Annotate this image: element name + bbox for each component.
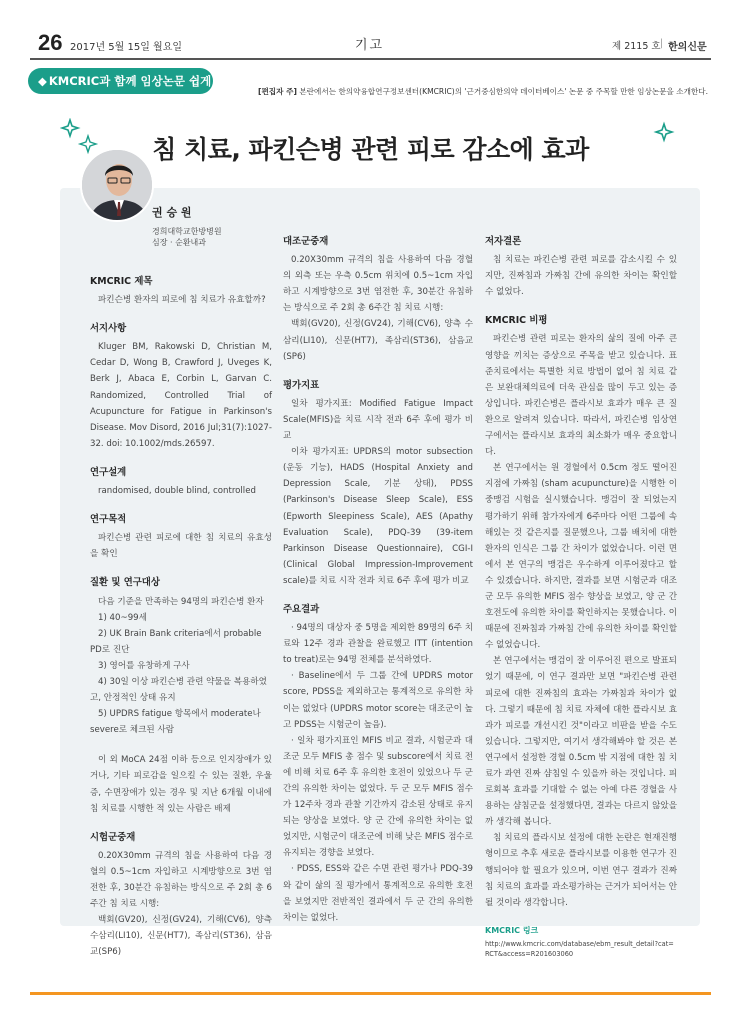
critique-p2: 본 연구에서는 원 경혈에서 0.5cm 정도 떨어진 지점에 가짜침 (sham acupuncture)을 시행한 이중맹검 시험을 실시했습니다. 맹검이 잘 되었는지 평가하기 위해 참가자에게 6주마다 어떤 그룹에 속해있는 것 같은지를 질문했으나, 그룹 배치에 대한 환자의 인식은 그룹 간 차이가 없었습니다. 이런 면에서 본 연구의 맹검은 우수하게 이루어졌다고 할 수 있겠습니다. 하지만, 결과를 보면 시험군과 대조군 모두 유의한 MFIS 점수 향상을 보였고, 양 군 간 호전도에 유의한 차이를 확인하지는 못했습니다. 이 때문에 진짜침과 가짜침 간에 유의한 차이를 확인할 수 없었습니다. [485,463,677,651]
newspaper-name: 한의신문 [668,42,707,53]
author-block [152,204,222,248]
heading-subjects: 질환 및 연구대상 [90,577,160,589]
kmcric-link-url[interactable]: http://www.kmcric.com/database/ebm_result_detail?cat=RCT&access=R201603060 [485,939,674,958]
critique-p4: 침 치료의 플라시보 설정에 대한 논란은 현재진행형이므로 추후 새로운 플라시보를 이용한 연구가 진행되어야 할 필요가 있으며, 이번 연구 결과가 진짜침 치료의 효과를 과소평가하는 근거가 되어서는 안 될 것이라 생각합니다. [485,833,677,908]
heading-kmcric-title: KMCRIC 제목 [90,276,153,287]
subjects-line: 다음 기준을 만족하는 94명의 파킨슨병 환자 [98,596,264,607]
series-banner [28,68,238,94]
heading-study-purpose: 연구목적 [90,514,127,526]
editor-note-text: 본란에서는 한의약융합연구정보센터(KMCRIC)의 '근거중심한의약 데이터베이스' 논문 중 주목할 만한 임상논문을 소개한다. [296,87,709,96]
page-number: 26 [38,30,63,55]
column-3 [485,234,677,959]
column-2 [283,234,473,926]
subjects-exclusion: 이 외 MoCA 24점 이하 등으로 인지장애가 있거나, 기타 피로감을 일으킬 수 있는 질환, 우울증, 수면장애가 있는 경우 및 지난 6개월 이내에 침 치료를 시행한 적 있는 사람은 배제 [90,755,272,814]
study-purpose-text: 파킨슨병 관련 피로에 대한 침 치료의 유효성을 확인 [90,533,272,560]
heading-critique: KMCRIC 비평 [485,315,548,327]
article-title: 침 치료, 파킨슨병 관련 피로 감소에 효과 [152,135,589,164]
heading-intervention: 시험군중재 [90,831,136,843]
control-text: 0.20X30mm 규격의 침을 사용하여 다음 경혈의 외측 또는 우측 0.5cm 위치에 0.5~1cm 자입하고 시계방향으로 3번 염전한 후, 30분간 유침하는 방식으로 주 2회 총 6주간 침 치료 시행: [283,255,473,314]
author-affiliation-hospital: 경희대학교한방병원 [152,227,222,236]
heading-conclusion: 저자결론 [485,236,522,247]
editor-note [258,86,709,97]
header-rule [30,58,711,60]
subjects-criterion-5: 5) UPDRS fatigue 항목에서 moderate나 severe로 체크된 사람 [90,709,261,736]
result-3: · 일차 평가지표인 MFIS 비교 결과, 시험군과 대조군 모두 MFIS 총 점수 및 subscore에서 치료 전에 비해 치료 6주 후 유의한 호전이 있었으나 두 군 간의 유의한 차이는 없었다. 두 군 모두 MFIS 점수가 12주차 경과 관찰 기간까지 감소된 상태로 유지되는 양상을 보였다. 양 군 간에 유의한 차이는 없었지만, 시험군이 대조군에 비해 낮은 MFIS 점수로 유지되는 경향을 보였다. [283,735,473,859]
critique-p1: 파킨슨병 관련 피로는 환자의 삶의 질에 아주 큰 영향을 끼치는 증상으로 주목을 받고 있습니다. 표준치료에서는 특별한 치료 방법이 없어 침 치료 같은 보완대체의료에 더욱 관심을 많이 두고 있는 증상입니다. 파킨슨병은 플라시보 효과가 매우 큰 질환으로 알려져 있습니다. 따라서, 파킨슨병 임상연구에서는 플라시보 효과의 최소화가 매우 중요합니다. [485,334,677,458]
author-name: 권 승 원 [152,206,192,219]
issue-number: 제 2115 호 [612,41,661,52]
result-1: · 94명의 대상자 중 5명을 제외한 89명의 6주 치료와 12주 경과 관찰을 완료했고 ITT (intention to treat)로는 94명 전체를 분석하였다. [283,623,473,666]
outcome-secondary: 이차 평가지표: UPDRS의 motor subsection (운동 기능), HADS (Hospital Anxiety and Depression Scale, 기분 상태), PDSS (Parkinson's Disease Sleep Scale), ESS (Epworth Sleepiness Scale), AES (Apathy Evaluation Scale), PDQ-39 (39-item Parkinson Disease Questionnaire), CGI-I (Clinical Global Impression-Improvement scale)를 치료 시작 전과 치료 6주 후에 평가 비교 [283,447,473,586]
heading-results: 주요결과 [283,603,320,615]
author-affiliation-dept: 심장 · 순환내과 [152,238,206,248]
subjects-criterion-4: 4) 30일 이상 파킨슨병 관련 약물을 복용하였고, 안정적인 상태 유지 [90,676,267,704]
critique-p3: 본 연구에서는 맹검이 잘 이루어진 편으로 발표되었기 때문에, 이 연구 결과만 보면 "파킨슨병 관련 피로에 대한 진짜침의 효과는 가짜침과 차이가 없다. 그렇기 때문에 침 치료 자체에 대한 플라시보 효과가 피로를 개선시킨 것"이라고 비판을 받을 수도 있습니다. 그렇지만, 여기서 생각해봐야 할 것은 본 연구에서 설정한 경혈 0.5cm 밖 지점에 대한 침 치료가 과연 진짜 샴침일 수 있을까 하는 것입니다. 피로회복 효과를 기대할 수 없는 아예 다른 경혈을 사용하는 샴침군을 설정했다면, 결과는 다르지 않았을까 생각해 봅니다. [485,656,677,828]
series-banner-label: KMCRIC과 함께 임상논문 쉽게 읽기 [48,74,238,88]
kmcric-link-heading: KMCRIC 링크 [485,925,539,935]
bibliography-text: Kluger BM, Rakowski D, Christian M, Cedar D, Wong B, Crawford J, Uveges K, Berk J, Abaca E, Corbin L, Garvan C. Randomized, Controlled Trial of Acupuncture for Fatigue in Parkinson's Disease. Mov Disord, 2016 Jul;31(7):1027-32. doi: 10.1002/mds.26597. [90,342,272,449]
outcome-primary: 일차 평가지표: Modified Fatigue Impact Scale(MFIS)을 치료 시작 전과 6주 후에 평가 비교 [283,398,473,442]
section-title: 기고 [355,38,385,53]
author-photo [80,148,154,222]
subjects-criterion-2: 2) UK Brain Bank criteria에서 probable PD로 진단 [90,628,262,655]
heading-study-design: 연구설계 [90,466,127,478]
author-affiliation [152,226,222,248]
study-design-text: randomised, double blind, controlled [98,486,256,497]
conclusion-text: 침 치료는 파킨슨병 관련 피로를 감소시킬 수 있지만, 진짜침과 가짜침 간에 유의한 차이는 확인할 수 없었다. [485,255,677,298]
issue-date: 2017년 5월 15일 월요일 [70,42,183,53]
subjects-criterion-1: 1) 40~99세 [98,612,147,623]
header-separator: | [660,38,664,49]
editor-note-tag: [편집자 주] [258,87,297,96]
heading-bibliography: 서지사항 [90,323,127,335]
result-4: · PDSS, ESS와 같은 수면 관련 평가나 PDQ-39와 같이 삶의 질 평가에서 통계적으로 유의한 호전을 보였지만 전반적인 결과에서 두 군 간의 유의한 차이는 없었다. [283,864,473,923]
kmcric-title-text: 파킨슨병 환자의 피로에 침 치료가 유효할까? [98,295,266,306]
heading-outcomes: 평가지표 [283,379,320,391]
intervention-text: 0.20X30mm 규격의 침을 사용하여 다음 경혈의 0.5~1cm 자입하고 시계방향으로 3번 염전한 후, 30분간 유침하는 방식으로 주 2회 총 6주간 침 치료 시행: [90,850,272,910]
control-points: 백회(GV20), 신정(GV24), 기해(CV6), 양측 수삼리(LI10), 신문(HT7), 족삼리(ST36), 삼음교(SP6) [283,319,473,362]
footer-rule [30,992,711,995]
column-1 [90,274,272,960]
diamond-bullet-icon: ◆ [38,74,47,88]
heading-control: 대조군중재 [283,236,329,247]
result-2: · Baseline에서 두 그룹 간에 UPDRS motor score, PDSS을 제외하고는 통계적으로 유의한 차이는 없었다 (UPDRS motor score는 대조군이 높고 PDSS는 시험군이 높음). [283,671,473,730]
subjects-criterion-3: 3) 영어를 유창하게 구사 [98,660,190,671]
intervention-points: 백회(GV20), 신정(GV24), 기해(CV6), 양측 수삼리(LI10), 신문(HT7), 족삼리(ST36), 삼음교(SP6) [90,915,272,958]
